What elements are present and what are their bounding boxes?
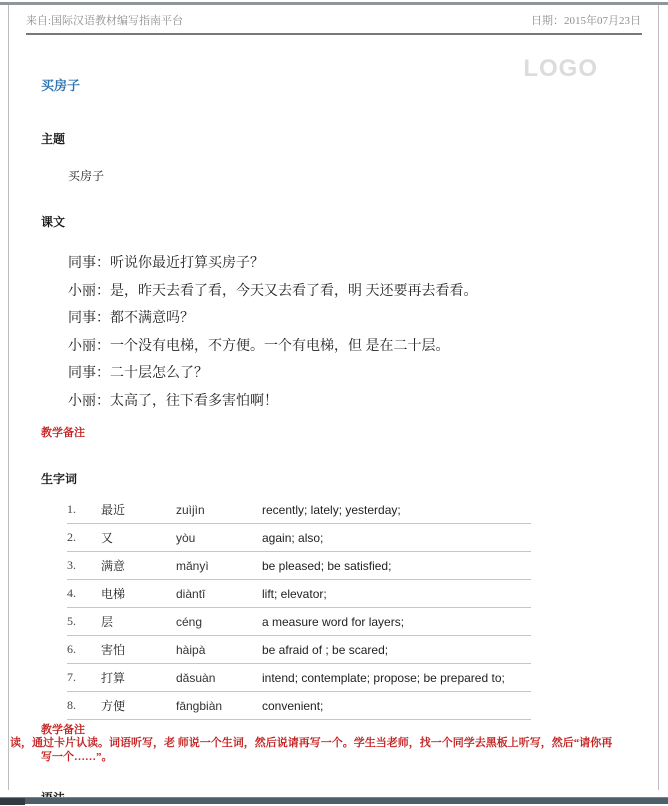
vocab-meaning: intend; contemplate; propose; be prepared to; — [262, 664, 531, 692]
teaching-note-label: 教学备注 — [41, 427, 85, 439]
vocab-meaning: be afraid of ; be scared; — [262, 636, 531, 664]
vocab-word: 方便 — [101, 692, 176, 720]
vocab-pinyin: diàntī — [176, 580, 262, 608]
dialogue-line: 小丽：一个没有电梯，不方便。一个有电梯，但 是在二十层。 — [68, 338, 450, 354]
vocab-pinyin: dǎsuàn — [176, 664, 262, 692]
dialogue-block — [68, 250, 658, 415]
vocab-word: 又 — [101, 524, 176, 552]
vocab-number: 5. — [67, 608, 101, 636]
header-date-text: 日期：2015年07月23日 — [531, 15, 641, 27]
vocab-pinyin: fāngbiàn — [176, 692, 262, 720]
table-row — [67, 552, 531, 580]
vocab-meaning: a measure word for layers; — [262, 608, 531, 636]
vocab-pinyin: hàipà — [176, 636, 262, 664]
dialogue-line: 同事：听说你最近打算买房子？ — [68, 256, 264, 271]
table-row — [67, 636, 531, 664]
vocab-pinyin: céng — [176, 608, 262, 636]
vocab-word: 层 — [101, 608, 176, 636]
topic-content: 买房子 — [68, 169, 105, 183]
vocab-number: 4. — [67, 580, 101, 608]
vocab-word: 电梯 — [101, 580, 176, 608]
table-row — [67, 692, 531, 720]
vocab-meaning: convenient; — [262, 692, 531, 720]
vocab-meaning: recently; lately; yesterday; — [262, 496, 531, 524]
table-row — [67, 580, 531, 608]
vocab-word: 害怕 — [101, 636, 176, 664]
vocab-meaning: again; also; — [262, 524, 531, 552]
vocab-word: 打算 — [101, 664, 176, 692]
vocab-meaning: lift; elevator; — [262, 580, 531, 608]
table-row — [67, 496, 531, 524]
teaching-note-label: 教学备注 — [41, 724, 85, 736]
table-row — [67, 608, 531, 636]
vocab-number: 7. — [67, 664, 101, 692]
vocab-number: 8. — [67, 692, 101, 720]
dialogue-line: 同事：二十层怎么了？ — [68, 366, 208, 381]
vocab-number: 1. — [67, 496, 101, 524]
vocab-number: 2. — [67, 524, 101, 552]
teaching-note-body — [9, 737, 658, 764]
vocab-number: 3. — [67, 552, 101, 580]
dialogue-line: 同事：都不满意吗？ — [68, 311, 194, 326]
header-source-text: 来自:国际汉语教材编写指南平台 — [26, 15, 184, 27]
page-header — [9, 5, 658, 28]
vocab-pinyin: mǎnyì — [176, 552, 262, 580]
vocab-pinyin: yòu — [176, 524, 262, 552]
header-divider — [26, 33, 642, 35]
document-sheet — [8, 5, 659, 790]
horizontal-scrollbar[interactable] — [0, 797, 668, 804]
section-label-lesson-text: 课文 — [41, 215, 66, 229]
vocab-word: 满意 — [101, 552, 176, 580]
vocabulary-table — [67, 496, 531, 720]
table-row — [67, 664, 531, 692]
vocab-meaning: be pleased; be satisfied; — [262, 552, 531, 580]
vocab-pinyin: zuìjìn — [176, 496, 262, 524]
vocab-number: 6. — [67, 636, 101, 664]
teaching-note-line: 读，通过卡片认读。词语听写，老 师说一个生词，然后说请再写一个。学生当老师，找一个同学去黑板上听写，然后“请你再 — [10, 737, 613, 749]
vocab-word: 最近 — [101, 496, 176, 524]
page-title: 买房子 — [41, 78, 81, 93]
dialogue-line: 小丽：太高了，往下看多害怕啊！ — [68, 393, 278, 409]
section-label-topic: 主题 — [41, 132, 66, 146]
section-label-vocabulary: 生字词 — [41, 472, 78, 486]
table-row — [67, 524, 531, 552]
dialogue-line: 小丽：是，昨天去看了看，今天又去看了看，明 天还要再去看看。 — [68, 283, 478, 299]
logo-placeholder: LOGO — [523, 55, 598, 82]
teaching-note-line: 写一个……”。 — [41, 750, 113, 763]
